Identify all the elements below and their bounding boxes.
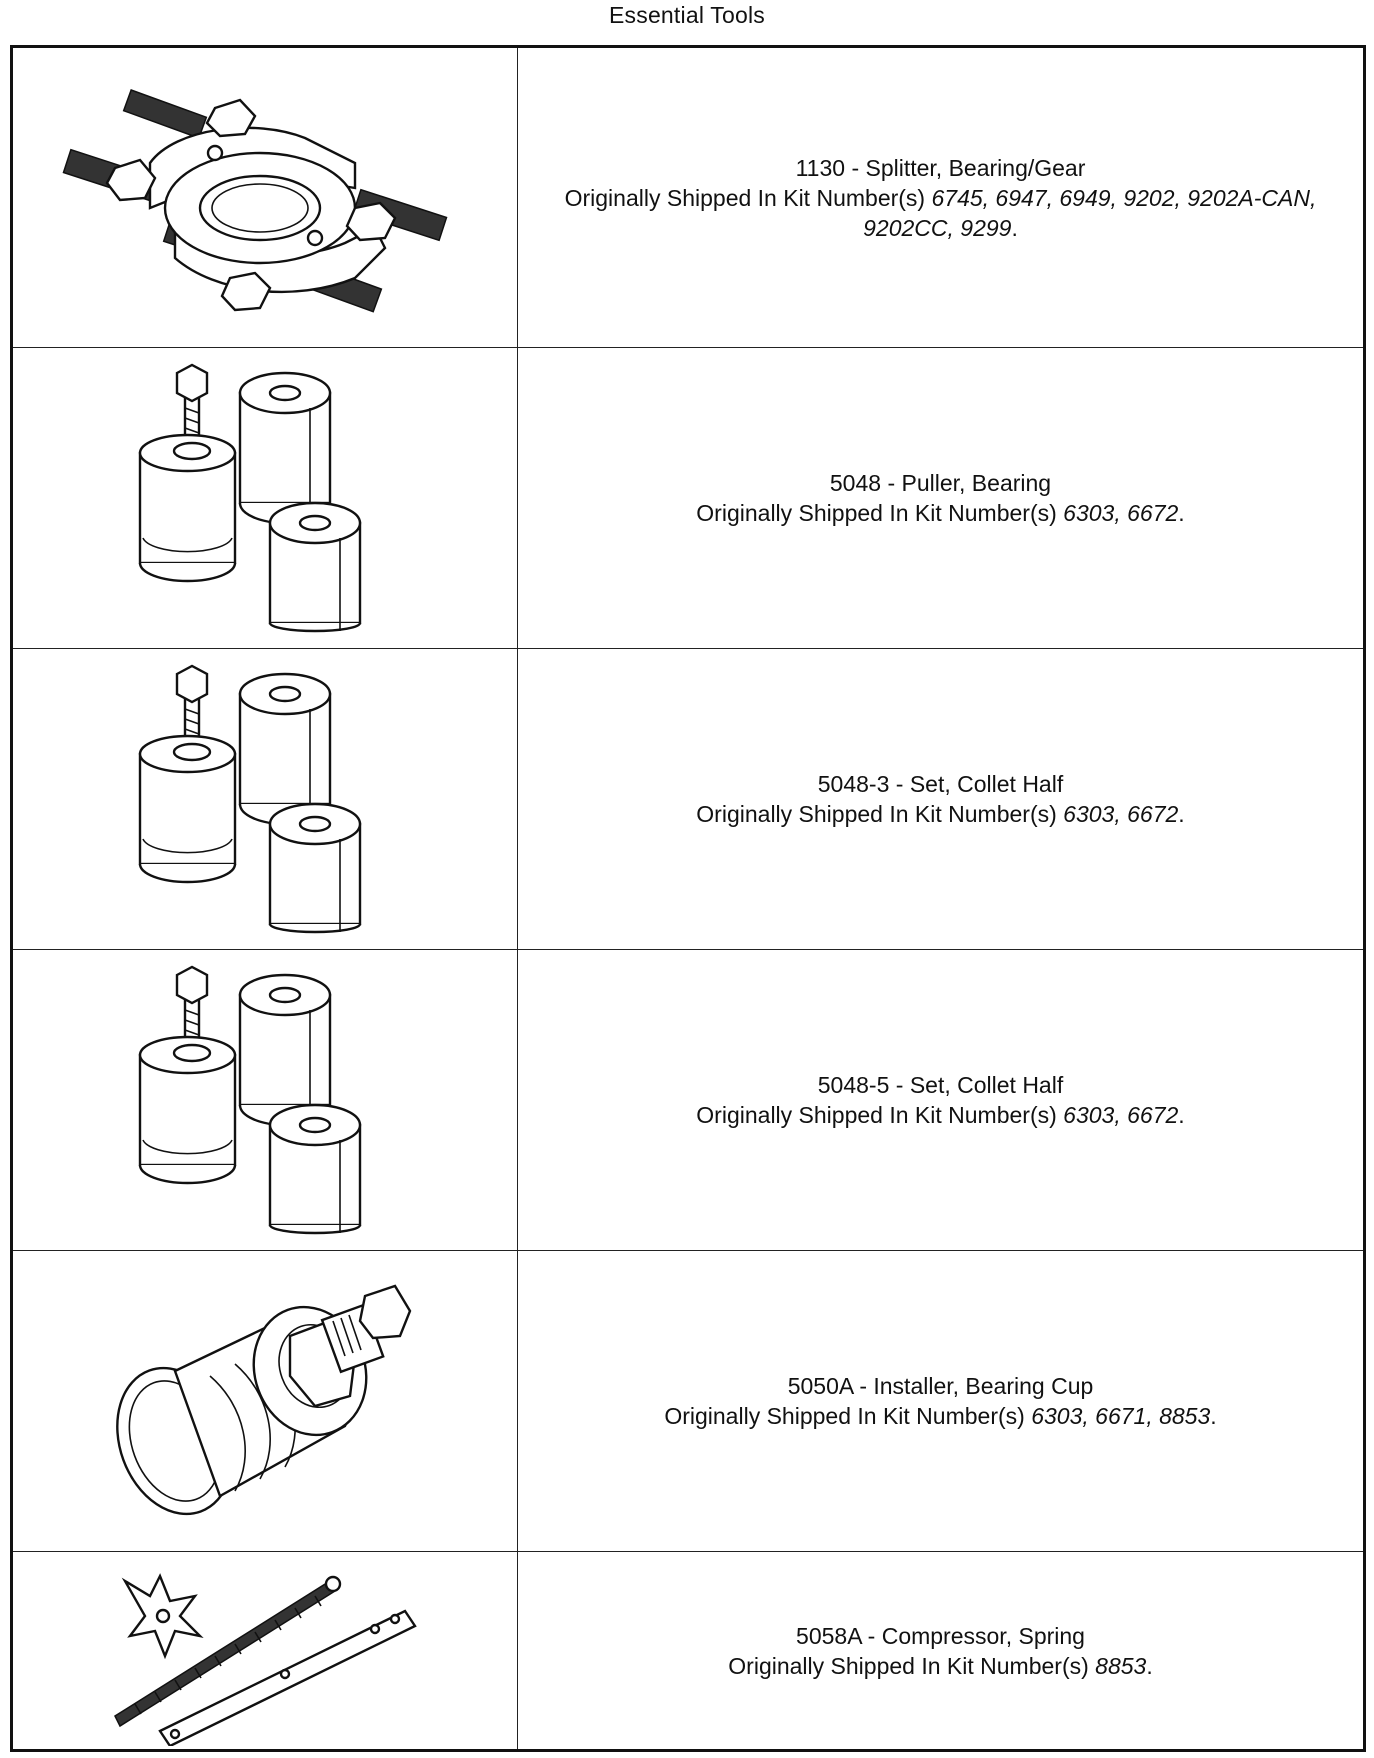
tool-title: 5048-5 - Set, Collet Half (817, 1072, 1064, 1098)
tool-row-5048-5 (13, 950, 1363, 1251)
tool-illustration-cell (13, 649, 518, 949)
tool-row-5058a (13, 1552, 1363, 1749)
tool-row-5050a (13, 1251, 1363, 1552)
tool-illustration-cell (13, 1552, 518, 1749)
tool-row-5048-3 (13, 649, 1363, 950)
tool-row-5048 (13, 348, 1363, 649)
kit-line: Originally Shipped In Kit Number(s) 6303, 6672. (696, 1102, 1185, 1128)
kit-line-2: 9202CC, 9299. (863, 214, 1018, 241)
kit-numbers: 6745, 6947, 6949, 9202, 9202A-CAN, (931, 184, 1317, 211)
collet-half-set-icon (135, 664, 395, 934)
shipped-prefix: Originally Shipped In Kit Number(s) (664, 1403, 1025, 1429)
tools-table (10, 45, 1366, 1752)
tool-title: 5048 - Puller, Bearing (829, 470, 1052, 496)
kit-line (565, 183, 1317, 213)
tool-title: 5058A - Compressor, Spring (796, 1622, 1085, 1649)
tool-description (518, 649, 1363, 949)
kit-line: Originally Shipped In Kit Number(s) 6303, 6672. (696, 500, 1185, 526)
tool-title: 5050A - Installer, Bearing Cup (787, 1373, 1094, 1399)
tool-illustration-cell (13, 1251, 518, 1551)
tool-illustration-cell (13, 950, 518, 1250)
kit-numbers: 6303, 6672 (1063, 500, 1179, 526)
tool-illustration-cell (13, 48, 518, 347)
kit-line: Originally Shipped In Kit Number(s) 8853. (728, 1652, 1153, 1679)
tool-row-1130 (13, 48, 1363, 348)
spring-compressor-icon (105, 1556, 425, 1746)
shipped-prefix: Originally Shipped In Kit Number(s) (696, 500, 1057, 526)
tool-title: 1130 - Splitter, Bearing/Gear (795, 154, 1086, 181)
tool-description (518, 348, 1363, 648)
kit-numbers: 6303, 6672 (1063, 1102, 1179, 1128)
kit-numbers: 6303, 6671, 8853 (1031, 1403, 1211, 1429)
tool-title: 5048-3 - Set, Collet Half (817, 771, 1064, 797)
bearing-cup-installer-icon (105, 1276, 425, 1526)
kit-line: Originally Shipped In Kit Number(s) 6303, 6672. (696, 801, 1185, 827)
kit-numbers-continued: 9202CC, 9299 (863, 214, 1012, 241)
tool-description (518, 950, 1363, 1250)
bearing-puller-icon (135, 363, 395, 633)
kit-numbers: 8853 (1095, 1652, 1147, 1679)
shipped-prefix: Originally Shipped In Kit Number(s) (728, 1652, 1089, 1679)
kit-numbers: 6303, 6672 (1063, 801, 1179, 827)
tool-description (518, 1251, 1363, 1551)
collet-half-set-icon (135, 965, 395, 1235)
shipped-prefix: Originally Shipped In Kit Number(s) (696, 801, 1057, 827)
kit-line: Originally Shipped In Kit Number(s) 6303, 6671, 8853. (664, 1403, 1217, 1429)
bearing-splitter-icon (55, 68, 475, 328)
tool-illustration-cell (13, 348, 518, 648)
shipped-prefix: Originally Shipped In Kit Number(s) (696, 1102, 1057, 1128)
tool-description (518, 48, 1363, 347)
tool-description (518, 1552, 1363, 1749)
shipped-prefix: Originally Shipped In Kit Number(s) (564, 184, 926, 211)
page-title: Essential Tools (609, 2, 765, 28)
